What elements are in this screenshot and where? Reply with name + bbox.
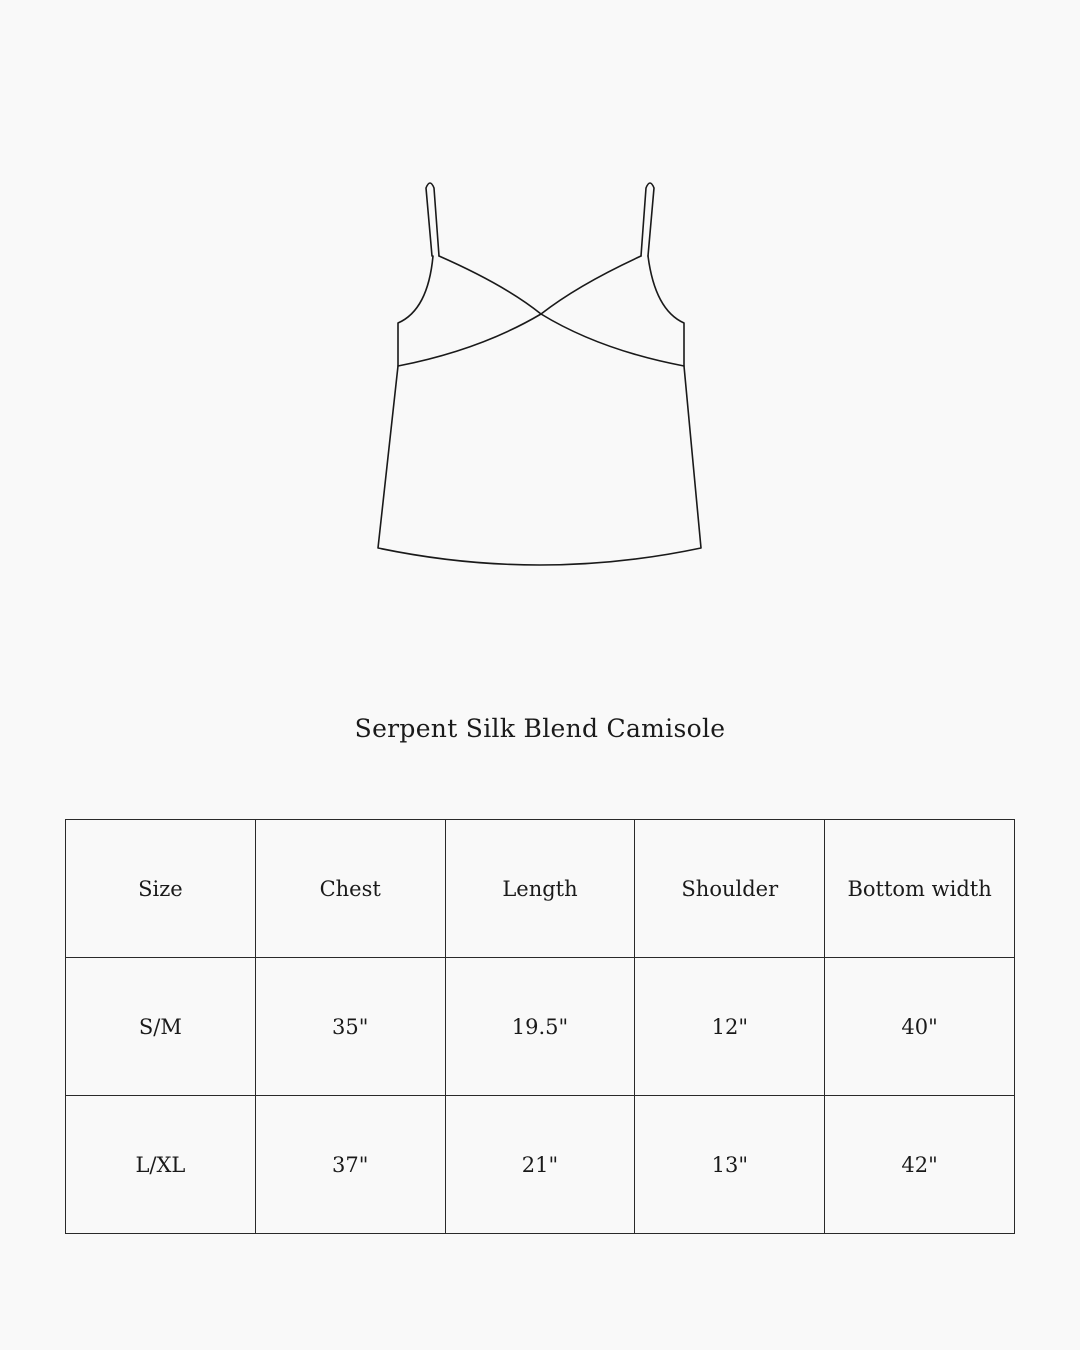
table-header-row [66, 820, 1015, 958]
camisole-illustration [360, 170, 720, 580]
camisole-icon [360, 170, 720, 580]
size-chart-table [65, 819, 1015, 1234]
cell-size: L/XL [66, 1096, 256, 1234]
cell-bottom-width: 40" [825, 958, 1015, 1096]
product-title: Serpent Silk Blend Camisole [354, 714, 726, 743]
cell-shoulder: 13" [635, 1096, 825, 1234]
cell-length: 19.5" [445, 958, 635, 1096]
cell-chest: 35" [255, 958, 445, 1096]
table-row [66, 958, 1015, 1096]
cell-shoulder: 12" [635, 958, 825, 1096]
cell-size: S/M [66, 958, 256, 1096]
header-chest: Chest [255, 820, 445, 958]
header-length: Length [445, 820, 635, 958]
header-bottom-width: Bottom width [825, 820, 1015, 958]
header-size: Size [66, 820, 256, 958]
header-shoulder: Shoulder [635, 820, 825, 958]
table-row [66, 1096, 1015, 1234]
cell-length: 21" [445, 1096, 635, 1234]
cell-chest: 37" [255, 1096, 445, 1234]
cell-bottom-width: 42" [825, 1096, 1015, 1234]
